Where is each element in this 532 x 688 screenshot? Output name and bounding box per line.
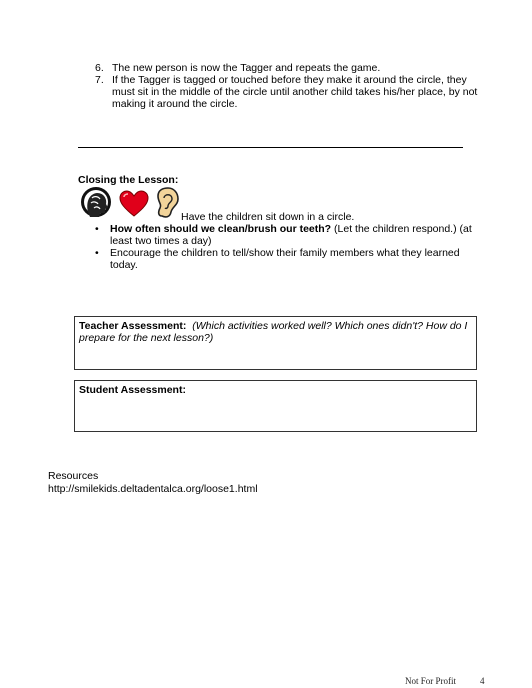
heart-icon bbox=[120, 191, 148, 216]
list-text: The new person is now the Tagger and repeats the game. bbox=[112, 62, 381, 74]
footer-text: Not For Profit bbox=[405, 676, 457, 686]
teacher-assessment-label: Teacher Assessment: bbox=[79, 320, 187, 332]
bullet-item bbox=[95, 247, 480, 271]
teacher-assessment-prompt: (Which activities worked well? Which ones didn't? How do I prepare for the next lesson?) bbox=[79, 320, 468, 344]
head-profile-icon bbox=[81, 187, 111, 217]
closing-intro: Have the children sit down in a circle. bbox=[181, 211, 355, 223]
student-assessment-box[interactable] bbox=[74, 380, 477, 432]
bullet-dot: • bbox=[95, 247, 99, 259]
horizontal-divider bbox=[78, 147, 463, 148]
lesson-icons bbox=[78, 186, 182, 220]
bullet-dot: • bbox=[95, 223, 99, 235]
bullet-bold: How often should we clean/brush our teeth? bbox=[110, 223, 332, 235]
resources-title: Resources bbox=[48, 470, 99, 482]
resources-section bbox=[48, 470, 258, 496]
ear-icon bbox=[158, 188, 178, 217]
bullet-text: (Let the children respond.) (at least two times a day) bbox=[110, 223, 472, 247]
page-number: 4 bbox=[480, 676, 485, 686]
bullet-item bbox=[95, 223, 480, 247]
teacher-assessment-box[interactable] bbox=[74, 316, 477, 370]
list-item bbox=[95, 74, 485, 110]
list-item bbox=[95, 62, 485, 74]
closing-lesson-heading: Closing the Lesson: bbox=[78, 174, 179, 186]
closing-bullets bbox=[95, 223, 480, 271]
list-number: 6. bbox=[95, 62, 104, 74]
numbered-list bbox=[95, 62, 485, 110]
list-text: If the Tagger is tagged or touched before they make it around the circle, they must sit in the middle of the circle until another child takes his/her place, by not making it around the circle. bbox=[112, 74, 478, 110]
student-assessment-label: Student Assessment: bbox=[79, 384, 186, 396]
resources-link[interactable]: http://smilekids.deltadentalca.org/loose1.html bbox=[48, 483, 258, 495]
list-number: 7. bbox=[95, 74, 104, 86]
bullet-text: Encourage the children to tell/show their family members what they learned today. bbox=[110, 247, 460, 271]
